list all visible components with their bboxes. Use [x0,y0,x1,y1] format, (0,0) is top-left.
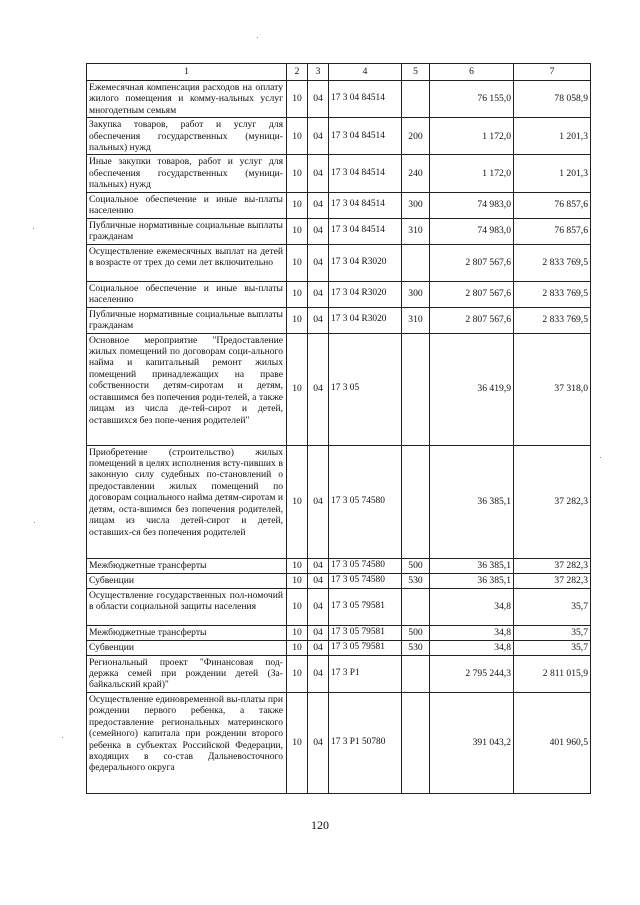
cell-target-article: 17 3 P1 [329,655,402,692]
column-header: 1 [87,64,287,81]
cell-expense-type: 240 [402,155,430,192]
table-row [87,307,591,333]
cell-name: Социальное обеспечение и иные вы-платы населению [87,192,287,218]
table-row [87,218,591,244]
column-header: 2 [287,64,308,81]
cell-subsection: 04 [308,281,329,307]
cell-amount-year-1: 2 807 567,6 [430,307,514,333]
cell-name: Публичные нормативные социальные выплаты гражданам [87,218,287,244]
cell-subsection: 04 [308,558,329,573]
cell-name: Иные закупки товаров, работ и услуг для обеспечения государственных (муници-пальных) нужд [87,155,287,192]
cell-amount-year-1: 36 385,1 [430,573,514,588]
cell-section: 10 [287,155,308,192]
table-header-row [87,64,591,81]
cell-target-article: 17 3 04 84514 [329,118,402,155]
cell-target-article: 17 3 05 74580 [329,558,402,573]
cell-name: Осуществление единовременной вы-платы при рождении первого ребенка, а также предоставление региональных материнского (семейного) капитала при рождении второго ребенка в субъектах Российской Федерации, входящих в со-став Дальневосточного федерального округа [87,692,287,793]
column-header: 5 [402,64,430,81]
cell-amount-year-1: 1 172,0 [430,118,514,155]
cell-section: 10 [287,333,308,445]
cell-expense-type: 500 [402,558,430,573]
cell-subsection: 04 [308,692,329,793]
table-row [87,118,591,155]
cell-name: Ежемесячная компенсация расходов на оплату жилого помещения и комму-нальных услуг многодетным семьям [87,81,287,118]
cell-subsection: 04 [308,445,329,558]
column-header: 3 [308,64,329,81]
cell-subsection: 04 [308,118,329,155]
cell-expense-type [402,445,430,558]
cell-amount-year-2: 76 857,6 [514,192,591,218]
cell-amount-year-2: 35,7 [514,588,591,625]
cell-name: Приобретение (строительство) жилых помещений в целях исполнения всту-пивших в законную силу судебных по-становлений о предоставлении жилых помещений по договорам социального найма детям-сиротам и детям, оста-вшимся без попечения родителей, лицам из числа детей-сирот и детей, оставших-ся без попечения родителей [87,445,287,558]
cell-expense-type: 500 [402,625,430,640]
cell-section: 10 [287,573,308,588]
cell-amount-year-1: 1 172,0 [430,155,514,192]
cell-subsection: 04 [308,307,329,333]
cell-expense-type: 530 [402,573,430,588]
cell-target-article: 17 3 04 R3020 [329,307,402,333]
table-row [87,558,591,573]
cell-target-article: 17 3 04 84514 [329,218,402,244]
cell-expense-type: 310 [402,307,430,333]
cell-section: 10 [287,445,308,558]
table-row [87,573,591,588]
cell-name: Социальное обеспечение и иные вы-платы населению [87,281,287,307]
cell-subsection: 04 [308,655,329,692]
cell-subsection: 04 [308,573,329,588]
cell-target-article: 17 3 05 74580 [329,573,402,588]
table-row [87,333,591,445]
page-number: 120 [311,818,329,832]
cell-name: Субвенции [87,640,287,655]
cell-expense-type [402,655,430,692]
cell-amount-year-2: 37 282,3 [514,445,591,558]
cell-name: Основное мероприятие "Предоставление жилых помещений по договорам соци-ального найма и капитальный ремонт жилых помещений принадлежащих на праве собственности детям-сиротам и детям, оставшимся без попечения роди-телей, а также лицам из числа де-тей-сирот и детей, оставшихся без попе-чения родителей" [87,333,287,445]
cell-amount-year-2: 2 833 769,5 [514,281,591,307]
cell-subsection: 04 [308,625,329,640]
cell-target-article: 17 3 04 84514 [329,192,402,218]
cell-amount-year-2: 37 282,3 [514,558,591,573]
cell-subsection: 04 [308,218,329,244]
cell-target-article: 17 3 05 79581 [329,625,402,640]
cell-target-article: 17 3 05 79581 [329,640,402,655]
table-row [87,588,591,625]
cell-section: 10 [287,625,308,640]
cell-expense-type: 530 [402,640,430,655]
cell-name: Межбюджетные трансферты [87,625,287,640]
table-row [87,244,591,281]
column-header: 7 [514,64,591,81]
cell-section: 10 [287,192,308,218]
cell-amount-year-2: 2 833 769,5 [514,307,591,333]
cell-amount-year-1: 36 419,9 [430,333,514,445]
cell-amount-year-2: 37 318,0 [514,333,591,445]
table-row [87,692,591,793]
cell-amount-year-2: 1 201,3 [514,155,591,192]
cell-section: 10 [287,692,308,793]
cell-target-article: 17 3 05 74580 [329,445,402,558]
cell-expense-type [402,244,430,281]
cell-amount-year-1: 2 795 244,3 [430,655,514,692]
cell-section: 10 [287,81,308,118]
table-row [87,640,591,655]
cell-section: 10 [287,558,308,573]
cell-target-article: 17 3 04 R3020 [329,244,402,281]
column-header: 4 [329,64,402,81]
table-row [87,81,591,118]
cell-section: 10 [287,118,308,155]
cell-name: Публичные нормативные социальные выплаты гражданам [87,307,287,333]
cell-section: 10 [287,244,308,281]
cell-amount-year-2: 401 960,5 [514,692,591,793]
cell-name: Осуществление ежемесячных выплат на детей в возрасте от трех до семи лет включительно [87,244,287,281]
cell-subsection: 04 [308,640,329,655]
cell-target-article: 17 3 04 84514 [329,155,402,192]
cell-section: 10 [287,307,308,333]
cell-expense-type [402,81,430,118]
cell-amount-year-2: 37 282,3 [514,573,591,588]
cell-subsection: 04 [308,81,329,118]
cell-section: 10 [287,588,308,625]
cell-subsection: 04 [308,333,329,445]
cell-amount-year-1: 36 385,1 [430,445,514,558]
cell-amount-year-1: 34,8 [430,625,514,640]
cell-expense-type: 300 [402,192,430,218]
cell-amount-year-1: 36 385,1 [430,558,514,573]
cell-amount-year-1: 2 807 567,6 [430,281,514,307]
cell-name: Субвенции [87,573,287,588]
cell-expense-type: 200 [402,118,430,155]
table-row [87,281,591,307]
cell-amount-year-1: 74 983,0 [430,218,514,244]
cell-amount-year-1: 74 983,0 [430,192,514,218]
cell-subsection: 04 [308,155,329,192]
cell-amount-year-2: 2 811 015,9 [514,655,591,692]
cell-amount-year-1: 34,8 [430,588,514,625]
cell-section: 10 [287,640,308,655]
cell-name: Осуществление государственных пол-номочий в области социальной защиты населения [87,588,287,625]
budget-table-page [86,63,590,794]
cell-name: Региональный проект "Финансовая под-держка семей при рождении детей (За-байкальский край)" [87,655,287,692]
cell-amount-year-1: 391 043,2 [430,692,514,793]
cell-expense-type [402,333,430,445]
cell-section: 10 [287,218,308,244]
cell-section: 10 [287,281,308,307]
cell-expense-type [402,692,430,793]
cell-amount-year-1: 76 155,0 [430,81,514,118]
table-row [87,445,591,558]
cell-amount-year-1: 34,8 [430,640,514,655]
cell-name: Закупка товаров, работ и услуг для обеспечения государственных (муници-пальных) нужд [87,118,287,155]
cell-target-article: 17 3 P1 50780 [329,692,402,793]
cell-subsection: 04 [308,588,329,625]
cell-amount-year-2: 78 058,9 [514,81,591,118]
table-row [87,655,591,692]
cell-expense-type: 300 [402,281,430,307]
cell-expense-type [402,588,430,625]
table-row [87,192,591,218]
cell-amount-year-1: 2 807 567,6 [430,244,514,281]
cell-amount-year-2: 76 857,6 [514,218,591,244]
cell-target-article: 17 3 05 79581 [329,588,402,625]
cell-amount-year-2: 1 201,3 [514,118,591,155]
cell-target-article: 17 3 04 R3020 [329,281,402,307]
cell-target-article: 17 3 05 [329,333,402,445]
cell-amount-year-2: 2 833 769,5 [514,244,591,281]
table-row [87,155,591,192]
cell-amount-year-2: 35,7 [514,640,591,655]
cell-name: Межбюджетные трансферты [87,558,287,573]
cell-expense-type: 310 [402,218,430,244]
budget-table [86,63,591,794]
table-row [87,625,591,640]
cell-target-article: 17 3 04 84514 [329,81,402,118]
cell-section: 10 [287,655,308,692]
cell-amount-year-2: 35,7 [514,625,591,640]
cell-subsection: 04 [308,192,329,218]
column-header: 6 [430,64,514,81]
cell-subsection: 04 [308,244,329,281]
